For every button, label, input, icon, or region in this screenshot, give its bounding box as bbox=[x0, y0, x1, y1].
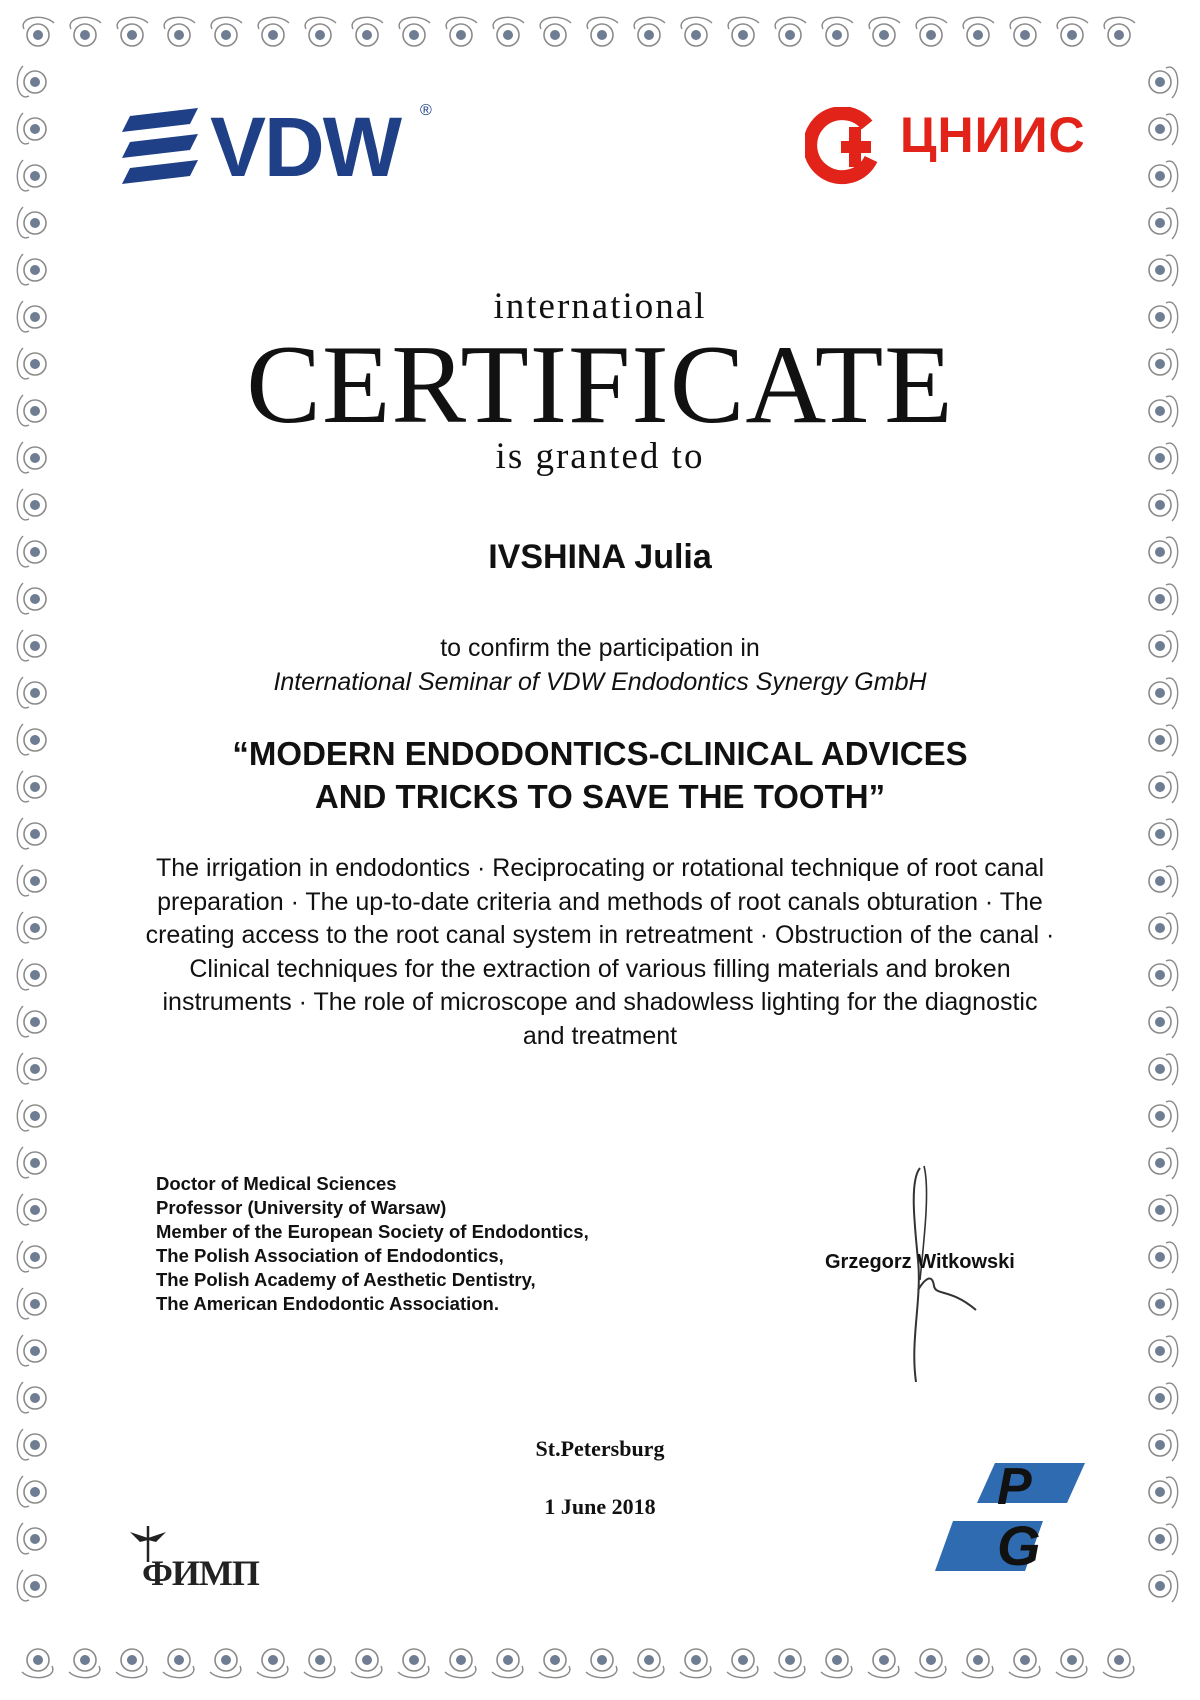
confirm-text: to confirm the participation in bbox=[440, 634, 760, 662]
border-ornament bbox=[117, 17, 148, 46]
border-ornament bbox=[681, 17, 712, 46]
border-ornament bbox=[869, 17, 900, 46]
border-ornament bbox=[17, 818, 46, 849]
border-ornament bbox=[445, 1649, 476, 1678]
border-ornament bbox=[17, 489, 46, 520]
border-ornament bbox=[17, 160, 46, 191]
cniis-logo bbox=[805, 105, 1095, 190]
border-ornament bbox=[398, 1649, 429, 1678]
border-ornament bbox=[70, 17, 101, 46]
border-ornament bbox=[17, 1382, 46, 1413]
border-ornament bbox=[1104, 17, 1135, 46]
border-ornament bbox=[17, 66, 46, 97]
border-ornament bbox=[17, 959, 46, 990]
signer-name: Grzegorz Witkowski bbox=[825, 1251, 1015, 1273]
border-ornament bbox=[963, 17, 994, 46]
border-ornament bbox=[399, 17, 430, 46]
border-ornament bbox=[1149, 1054, 1178, 1085]
credential-line: The Polish Association of Endodontics, bbox=[156, 1245, 504, 1266]
registered-mark: ® bbox=[420, 102, 432, 119]
border-ornament bbox=[351, 1649, 382, 1678]
vdw-logo bbox=[120, 100, 460, 194]
border-ornament bbox=[1149, 1195, 1178, 1226]
border-ornament bbox=[1149, 1148, 1178, 1179]
border-ornament bbox=[17, 1523, 46, 1554]
border-ornament bbox=[1009, 1649, 1040, 1678]
border-ornament bbox=[1149, 208, 1178, 239]
border-ornament bbox=[17, 1147, 46, 1178]
credential-line: Doctor of Medical Sciences bbox=[156, 1173, 397, 1194]
border-ornament bbox=[962, 1649, 993, 1678]
border-ornament bbox=[1149, 1524, 1178, 1555]
border-ornament bbox=[1149, 960, 1178, 991]
border-ornament bbox=[17, 1053, 46, 1084]
border-ornament bbox=[1149, 114, 1178, 145]
border-ornament bbox=[163, 1649, 194, 1678]
border-ornament bbox=[17, 1100, 46, 1131]
granted-label: is granted to bbox=[495, 436, 705, 477]
border-ornament bbox=[868, 1649, 899, 1678]
pg-logo bbox=[935, 1458, 1085, 1577]
border-ornament bbox=[1057, 17, 1088, 46]
border-ornament bbox=[211, 17, 242, 46]
seminar-name: International Seminar of VDW Endodontics Synergy GmbH bbox=[273, 668, 927, 696]
border-ornament bbox=[23, 17, 54, 46]
border-ornament bbox=[822, 17, 853, 46]
border-ornament bbox=[17, 1194, 46, 1225]
border-ornament bbox=[17, 1335, 46, 1366]
credential-line: The Polish Academy of Aesthetic Dentistry, bbox=[156, 1269, 536, 1290]
border-ornament bbox=[727, 1649, 758, 1678]
border-ornament bbox=[17, 912, 46, 943]
border-ornament bbox=[1149, 67, 1178, 98]
border-ornament bbox=[1010, 17, 1041, 46]
border-ornament bbox=[586, 1649, 617, 1678]
place: St.Petersburg bbox=[535, 1436, 665, 1461]
border-ornament bbox=[17, 1006, 46, 1037]
border-ornament bbox=[587, 17, 618, 46]
border-ornament bbox=[164, 17, 195, 46]
vdw-stripes-icon bbox=[120, 106, 200, 186]
border-ornament bbox=[774, 1649, 805, 1678]
border-ornament bbox=[916, 17, 947, 46]
border-ornament bbox=[539, 1649, 570, 1678]
border-ornament bbox=[1149, 866, 1178, 897]
border-ornament bbox=[17, 1288, 46, 1319]
cniis-logo-text: ЦНИИС bbox=[900, 107, 1086, 163]
border-ornament bbox=[633, 1649, 664, 1678]
border-ornament bbox=[1149, 1336, 1178, 1367]
recipient-name: IVSHINA Julia bbox=[488, 538, 712, 576]
international-label: international bbox=[493, 286, 707, 327]
border-ornament bbox=[680, 1649, 711, 1678]
border-ornament bbox=[821, 1649, 852, 1678]
border-ornament bbox=[210, 1649, 241, 1678]
border-ornament bbox=[1149, 913, 1178, 944]
course-title-line-1: “MODERN ENDODONTICS-CLINICAL ADVICES bbox=[232, 735, 968, 772]
border-ornament bbox=[305, 17, 336, 46]
border-ornament bbox=[492, 1649, 523, 1678]
credential-line: Professor (University of Warsaw) bbox=[156, 1197, 447, 1218]
border-ornament bbox=[1103, 1649, 1134, 1678]
border-ornament bbox=[17, 583, 46, 614]
border-ornament bbox=[915, 1649, 946, 1678]
border-ornament bbox=[1149, 1242, 1178, 1273]
border-ornament bbox=[1149, 584, 1178, 615]
border-ornament bbox=[1149, 255, 1178, 286]
border-ornament bbox=[540, 17, 571, 46]
border-ornament bbox=[1056, 1649, 1087, 1678]
border-ornament bbox=[1149, 1383, 1178, 1414]
border-ornament bbox=[446, 17, 477, 46]
border-ornament bbox=[1149, 490, 1178, 521]
pg-letter-g: G bbox=[997, 1514, 1041, 1577]
course-topics: The irrigation in endodontics · Reciprocating or rotational technique of root canal preparation · The up-to-date criteria and methods of root canals obturation · The creating access to the root canal system in retreatment · Obstruction of the canal · Clinical techniques for the extraction of various filling materials and broken instruments · The role of microscope and shadowless lighting for the diagnostic and treatment bbox=[145, 854, 1055, 1050]
border-ornament bbox=[1149, 819, 1178, 850]
course-title-line-2: AND TRICKS TO SAVE THE TOOTH” bbox=[314, 778, 886, 815]
border-ornament bbox=[17, 865, 46, 896]
border-ornament bbox=[1149, 1571, 1178, 1602]
signer-credentials bbox=[156, 1172, 589, 1316]
fimp-logo-text: ФИМП bbox=[142, 1553, 259, 1593]
border-ornament bbox=[1149, 1101, 1178, 1132]
course-title bbox=[0, 732, 1200, 818]
border-ornament bbox=[775, 17, 806, 46]
border-ornament bbox=[17, 113, 46, 144]
border-ornament bbox=[304, 1649, 335, 1678]
cniis-emblem-icon bbox=[805, 107, 895, 187]
border-ornament bbox=[69, 1649, 100, 1678]
border-ornament bbox=[258, 17, 289, 46]
border-ornament bbox=[352, 17, 383, 46]
border-ornament bbox=[17, 207, 46, 238]
vdw-logo-text: VDW bbox=[210, 100, 400, 194]
border-ornament bbox=[1149, 161, 1178, 192]
border-ornament bbox=[17, 254, 46, 285]
border-ornament bbox=[257, 1649, 288, 1678]
border-ornament bbox=[17, 1570, 46, 1601]
border-ornament bbox=[22, 1649, 53, 1678]
border-ornament bbox=[493, 17, 524, 46]
credential-line: The American Endodontic Association. bbox=[156, 1293, 499, 1314]
handwritten-signature bbox=[880, 1160, 1000, 1390]
border-ornament bbox=[17, 1241, 46, 1272]
border-ornament bbox=[634, 17, 665, 46]
border-ornament bbox=[116, 1649, 147, 1678]
certificate-title: CERTIFICATE bbox=[246, 323, 954, 447]
date: 1 June 2018 bbox=[544, 1494, 656, 1519]
border-ornament bbox=[1149, 1289, 1178, 1320]
credential-line: Member of the European Society of Endodontics, bbox=[156, 1221, 589, 1242]
fimp-logo bbox=[118, 1522, 259, 1602]
border-ornament bbox=[728, 17, 759, 46]
border-ornament bbox=[1149, 1007, 1178, 1038]
pg-letter-p: P bbox=[997, 1458, 1032, 1516]
